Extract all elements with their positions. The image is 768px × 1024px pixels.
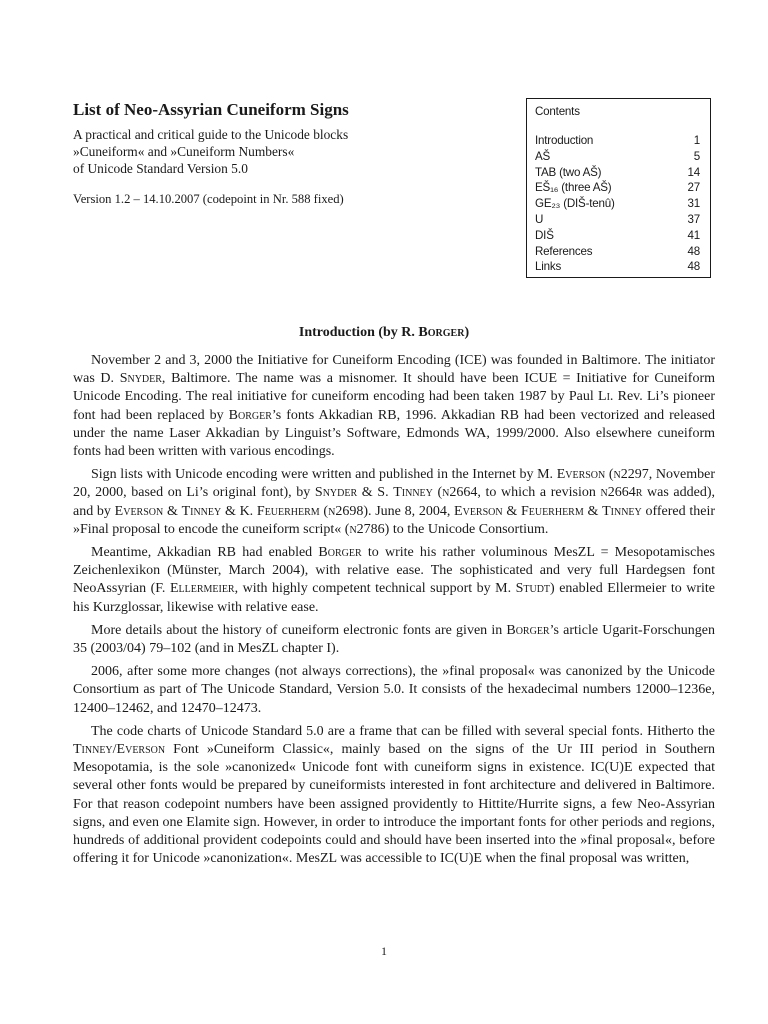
toc-entry[interactable] [535,165,700,181]
author-name: Borger [318,545,362,561]
toc-page-number: 1 [693,134,700,147]
toc-entry[interactable] [535,196,700,212]
text-segment: . Rev. Li’s pioneer font had been replaced by [73,389,715,423]
text-segment: Sign lists with Unicode encoding were written and published in the Internet by M. [91,467,557,483]
author-name: n2664r [600,485,643,501]
author-name: Li [598,389,610,405]
author-name: Tinney [393,485,433,501]
body-paragraph [73,466,715,539]
text-segment: , with highly competent technical support by M. [234,581,516,597]
toc-entry[interactable] [535,180,700,196]
author-name: Everson [556,467,606,483]
toc-label: U [535,212,544,226]
toc-entry[interactable] [535,212,700,228]
author-name: Feuerherm [520,503,584,519]
author-name: Studt [515,581,551,597]
text-segment: ( [319,503,329,519]
text-segment: , Baltimore. The name was a misnomer. It should have been ICUE = Initiative for Cuneiform Unicode Encoding. The real initiative for cuneiform encoding had been taken 1987 by Paul [73,371,715,405]
text-segment: ). June 8, 2004, [363,503,455,519]
text-segment: & [163,503,182,519]
author-name: Borger [228,407,272,423]
body-paragraph [73,544,715,617]
toc-page-number: 31 [687,197,700,211]
body-paragraph [73,723,715,869]
text-segment: & [502,503,521,519]
toc-label: EŠ₁₆ (three AŠ) [535,181,612,195]
text-segment: , November 20, 2000, based on Li’s original font), by [73,467,716,501]
toc-page-number: 37 [687,212,700,226]
toc-page-number: 27 [687,181,700,195]
toc-page-number: 48 [687,260,700,274]
toc-list [535,133,700,275]
text-segment: ( [432,485,443,501]
text-segment: ’s fonts Akkadian RB, 1996. Akkadian RB had been vectorized and released under the name Laser Akkadian by Linguist’s Software, Edmonds WA, 1999/2000. Also elsewhere cuneiform fonts had been written with various encodings. [73,407,715,460]
author-name: n2664 [442,485,478,501]
author-name: Everson [116,742,166,758]
text-segment: , to which a revision [477,485,601,501]
toc-label: GE₂₃ (DIŠ-tenû) [535,197,615,211]
author-name: Feuerherm [256,503,320,519]
toc-entry[interactable] [535,133,700,149]
author-name: n2786 [349,521,385,537]
toc-entry[interactable] [535,149,700,165]
toc-page-number: 41 [687,228,700,242]
title-block [73,100,493,207]
toc-entry[interactable] [535,244,700,260]
toc-label: AŠ [535,149,551,163]
version-line: Version 1.2 – 14.10.2007 (codepoint in Nr. 588 fixed) [73,192,344,207]
toc-label: TAB (two AŠ) [535,165,602,179]
toc-page-number: 5 [693,149,700,163]
author-name: Snyder [119,371,162,387]
toc-label: Introduction [535,134,594,147]
body-paragraph [73,622,715,658]
document-title: List of Neo-Assyrian Cuneiform Signs [73,100,349,119]
toc-label: Links [535,260,562,274]
author-name: Tinney [181,503,222,519]
heading-author: Borger [418,325,465,340]
subtitle-line: »Cuneiform« and »Cuneiform Numbers« [73,144,295,160]
text-segment: & [583,503,603,519]
text-segment: ’s article Ugarit-Forschungen 35 (2003/04) 79–102 (and in MesZL chapter I). [73,622,715,657]
toc-page-number: 14 [687,165,700,179]
text-segment: The code charts of Unicode Standard 5.0 are a frame that can be filled with several special fonts. Hitherto the [91,723,715,739]
author-name: Tinney [73,742,113,758]
author-name: n2698 [328,503,364,519]
introduction-heading [0,325,768,341]
page-number: 1 [381,944,387,958]
text-segment: 2006, after some more changes (not always corrections), the »final proposal« was canonized by the Unicode Consortium as part of The Unicode Standard, Version 5.0. It consists of the hexadecimal numbers 12000–1236e, 12400–12462, and 12470–12473. [73,664,715,716]
toc-page-number: 48 [687,244,700,258]
toc-label: References [535,244,593,258]
heading-suffix: ) [464,325,470,340]
subtitle-line: A practical and critical guide to the Unicode blocks [73,127,349,143]
toc-label: DIŠ [535,228,554,242]
body-text [73,352,715,873]
text-segment: More details about the history of cuneiform electronic fonts are given in [91,622,507,638]
body-paragraph [73,663,715,718]
text-segment: Meantime, Akkadian RB had enabled [91,545,319,561]
text-segment: ( [605,467,614,483]
contents-box [526,98,711,278]
heading-prefix: Introduction (by R. [298,325,419,340]
author-name: Everson [454,503,503,519]
text-segment: & S. [357,485,394,501]
subtitle-line: of Unicode Standard Version 5.0 [73,161,248,177]
author-name: n2297 [613,467,649,483]
text-segment: was added), and by [73,485,715,519]
text-segment: November 2 and 3, 2000 the Initiative for Cuneiform Encoding (ICE) was founded in Baltimore. The initiator was D. [73,353,715,387]
author-name: Everson [114,503,164,519]
contents-title: Contents [535,105,580,118]
text-segment: offered their »Final proposal to encode the cuneiform script« ( [73,503,716,537]
text-segment: ) enabled Ellermeier to write his Kurzglossar, likewise with relative ease. [73,581,715,615]
author-name: Tinney [602,503,642,519]
toc-entry[interactable] [535,228,700,244]
author-name: Ellermeier [169,581,235,597]
author-name: Snyder [314,485,358,501]
text-segment: / [112,742,117,758]
text-segment: & K. [221,503,257,519]
author-name: Borger [506,622,550,638]
toc-entry[interactable] [535,259,700,275]
text-segment: ) to the Unicode Consortium. [384,521,549,537]
text-segment: to write his rather voluminous MesZL = Mesopotamisches Zeichenlexikon (Münster, March 2004), with relative ease. The sophisticated and very full Hardegsen font NeoAssyrian (F. [73,545,715,597]
body-paragraph [73,352,715,461]
text-segment: Font »Cuneiform Classic«, mainly based on the signs of the Ur III period in Southern Mesopotamia, is the sole »canonized« Unicode font with cuneiform signs in existence. IC(U)E expected that several other fonts would be prepared by cuneiformists interested in font architecture and delivered in Baltimore. For that reason codepoint numbers have been assigned providently to Hittite/Hurrite signs, a few Neo-Assyrian signs, and even one Elamite sign. However, in order to introduce the important fonts for other periods and regions, hundreds of additional provident codepoints could and should have been inserted into the »final proposal«, before offering it for Unicode »canonization«. MesZL was accessible to IC(U)E when the final proposal was written, [73,742,715,867]
